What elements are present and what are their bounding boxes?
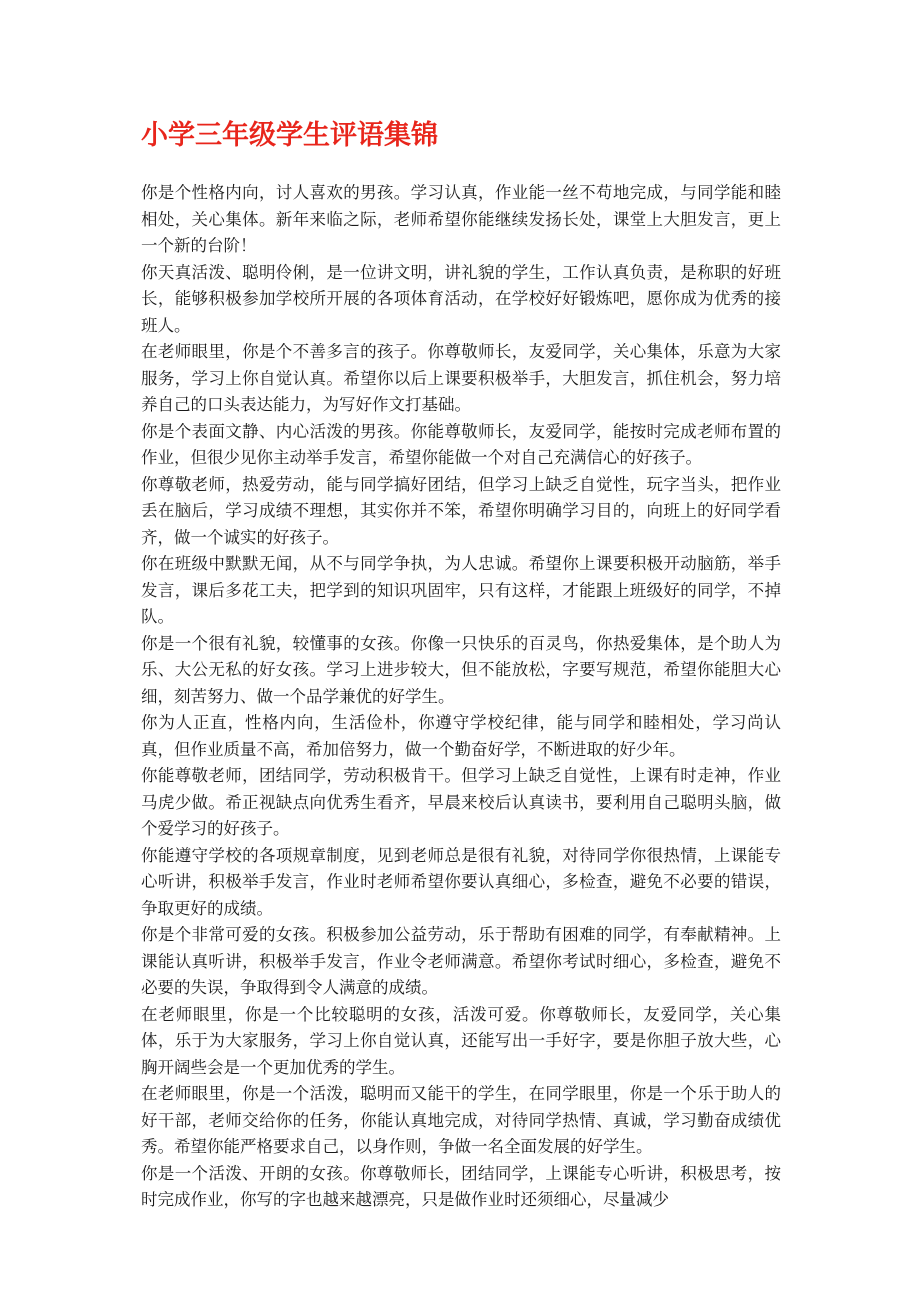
document-title: 小学三年级学生评语集锦 — [141, 120, 438, 151]
paragraph: 你是一个很有礼貌，较懂事的女孩。你像一只快乐的百灵鸟，你热爱集体，是个助人为乐、大公无私的好女孩。学习上进步较大，但不能放松，字要写规范，希望你能胆大心细，刻苦努力、做一个品学兼优的好学生。 — [141, 633, 781, 706]
paragraph: 你是个表面文静、内心活泼的男孩。你能尊敬师长，友爱同学，能按时完成老师布置的作业，但很少见你主动举手发言，希望你能做一个对自己充满信心的好孩子。 — [141, 421, 781, 467]
paragraph: 你是一个活泼、开朗的女孩。你尊敬师长，团结同学，上课能专心听讲，积极思考，按时完成作业，你写的字也越来越漂亮，只是做作业时还须细心，尽量减少 — [141, 1163, 781, 1209]
paragraph: 你是个性格内向，讨人喜欢的男孩。学习认真，作业能一丝不苟地完成，与同学能和睦相处，关心集体。新年来临之际，老师希望你能继续发扬长处，课堂上大胆发言，更上一个新的台阶！ — [141, 183, 781, 255]
paragraph: 你在班级中默默无闻，从不与同学争执，为人忠诚。希望你上课要积极开动脑筋，举手发言，课后多花工夫，把学到的知识巩固牢，只有这样，才能跟上班级好的同学，不掉队。 — [141, 554, 781, 626]
document-body — [141, 180, 781, 1214]
paragraph: 你能尊敬老师，团结同学，劳动积极肯干。但学习上缺乏自觉性，上课有时走神，作业马虎少做。希正视缺点向优秀生看齐，早晨来校后认真读书，要利用自己聪明头脑，做个爱学习的好孩子。 — [141, 766, 781, 838]
paragraph: 在老师眼里，你是个不善多言的孩子。你尊敬师长，友爱同学，关心集体，乐意为大家服务，学习上你自觉认真。希望你以后上课要积极举手，大胆发言，抓住机会，努力培养自己的口头表达能力，为写好作文打基础。 — [141, 342, 781, 414]
paragraph: 你为人正直，性格内向，生活俭朴，你遵守学校纪律，能与同学和睦相处，学习尚认真，但作业质量不高，希加倍努力，做一个勤奋好学，不断进取的好少年。 — [141, 713, 781, 759]
paragraph: 在老师眼里，你是一个活泼，聪明而又能干的学生，在同学眼里，你是一个乐于助人的好干部，老师交给你的任务，你能认真地完成，对待同学热情、真诚，学习勤奋成绩优秀。希望你能严格要求自己，以身作则，争做一名全面发展的好学生。 — [141, 1084, 781, 1156]
paragraph: 你尊敬老师，热爱劳动，能与同学搞好团结，但学习上缺乏自觉性，玩字当头，把作业丢在脑后，学习成绩不理想，其实你并不笨，希望你明确学习目的，向班上的好同学看齐，做一个诚实的好孩子。 — [141, 474, 781, 547]
paragraph: 你能遵守学校的各项规章制度，见到老师总是很有礼貌，对待同学你很热情，上课能专心听讲，积极举手发言，作业时老师希望你要认真细心，多检查，避免不必要的错误，争取更好的成绩。 — [141, 845, 781, 918]
paragraph: 在老师眼里，你是一个比较聪明的女孩，活泼可爱。你尊敬师长，友爱同学，关心集体，乐于为大家服务，学习上你自觉认真，还能写出一手好字，要是你胆子放大些，心胸开阔些会是一个更加优秀的学生。 — [141, 1004, 781, 1077]
paragraph: 你天真活泼、聪明伶俐，是一位讲文明，讲礼貌的学生，工作认真负责，是称职的好班长，能够积极参加学校所开展的各项体育活动，在学校好好锻炼吧，愿你成为优秀的接班人。 — [141, 262, 781, 335]
paragraph: 你是个非常可爱的女孩。积极参加公益劳动，乐于帮助有困难的同学，有奉献精神。上课能认真听讲，积极举手发言，作业令老师满意。希望你考试时细心，多检查，避免不必要的失误，争取得到令人满意的成绩。 — [141, 925, 781, 997]
